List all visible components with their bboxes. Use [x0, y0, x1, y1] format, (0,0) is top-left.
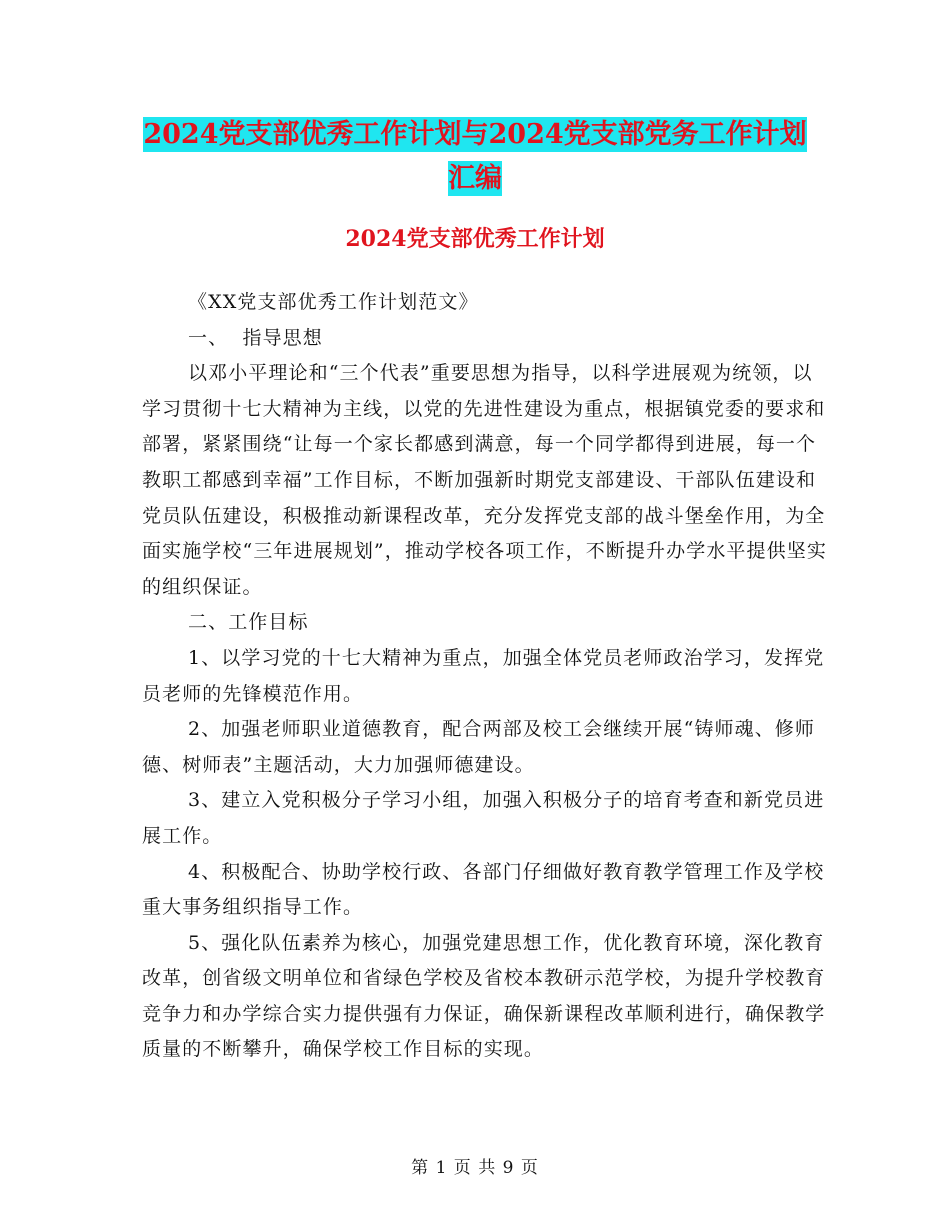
goal-item-3: 3、建立入党积极分子学习小组，加强入积极分子的培育考查和新党员进展工作。	[142, 789, 825, 847]
document-title-line1	[0, 112, 950, 151]
doc-name: 《XX党支部优秀工作计划范文》	[188, 291, 479, 313]
document-title-line2	[0, 156, 950, 195]
paragraph-guiding-thought: 以邓小平理论和“三个代表”重要思想为指导，以科学进展观为统领，以学习贯彻十七大精神为主线，以党的先进性建设为重点，根据镇党委的要求和部署，紧紧围绕“让每一个家长都感到满意，每一个同学都得到进展，每一个教职工都感到幸福”工作目标，不断加强新时期党支部建设、干部队伍建设和党员队伍建设，积极推动新课程改革，充分发挥党支部的战斗堡垒作用，为全面实施学校“三年进展规划”，推动学校各项工作，不断提升办学水平提供坚实的组织保证。	[142, 362, 827, 598]
goal-item-5: 5、强化队伍素养为核心，加强党建思想工作，优化教育环境，深化教育改革，创省级文明单位和省绿色学校及省校本教研示范学校，为提升学校教育竞争力和办学综合实力提供强有力保证，确保新课程改革顺利进行，确保教学质量的不断攀升，确保学校工作目标的实现。	[142, 931, 826, 1061]
section-title: 2024党支部优秀工作计划	[345, 226, 605, 252]
heading-work-goals: 二、工作目标	[188, 611, 309, 634]
goal-item-1: 1、以学习党的十七大精神为重点，加强全体党员老师政治学习，发挥党员老师的先锋模范作用。	[142, 646, 825, 705]
goal-item-4: 4、积极配合、协助学校行政、各部门仔细做好教育教学管理工作及学校重大事务组织指导工作。	[142, 860, 825, 919]
heading-guiding-thought: 一、 指导思想	[188, 326, 323, 349]
title-highlight: 2024党支部优秀工作计划与2024党支部党务工作计划	[143, 119, 807, 150]
document-body	[142, 285, 832, 1068]
title-highlight: 汇编	[448, 163, 502, 194]
page-footer: 第 1 页 共 9 页	[411, 1158, 539, 1178]
goal-item-2: 2、加强老师职业道德教育，配合两部及校工会继续开展“铸师魂、修师德、树师表”主题活动，大力加强师德建设。	[142, 718, 816, 776]
